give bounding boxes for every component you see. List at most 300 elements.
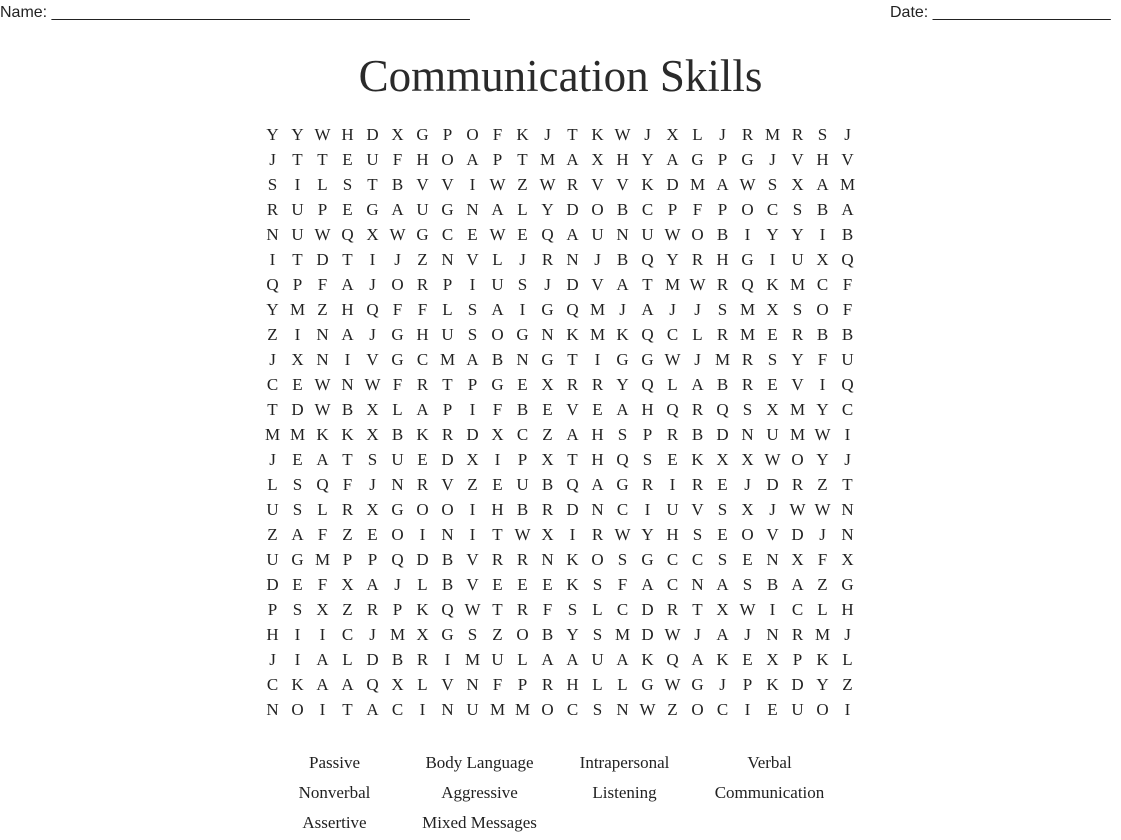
name-field[interactable]: Name: _______________________________________________	[0, 4, 470, 21]
grid-letter[interactable]: S	[792, 200, 803, 219]
grid-letter[interactable]: O	[691, 700, 704, 719]
grid-letter[interactable]: P	[667, 200, 678, 219]
grid-letter[interactable]: U	[416, 200, 429, 219]
grid-letter[interactable]: I	[844, 425, 851, 444]
grid-letter[interactable]: G	[416, 225, 429, 244]
grid-letter[interactable]: C	[666, 325, 679, 344]
grid-letter[interactable]: N	[266, 700, 279, 719]
grid-letter[interactable]: C	[416, 350, 429, 369]
grid-letter[interactable]: G	[641, 350, 654, 369]
grid-letter[interactable]: L	[392, 400, 403, 419]
grid-letter[interactable]: P	[517, 450, 528, 469]
grid-letter[interactable]: R	[441, 425, 454, 444]
grid-letter[interactable]: F	[542, 600, 553, 619]
grid-letter[interactable]: K	[566, 575, 579, 594]
grid-letter[interactable]: H	[416, 150, 429, 169]
grid-letter[interactable]: X	[591, 150, 604, 169]
grid-letter[interactable]: Z	[417, 250, 428, 269]
grid-letter[interactable]: W	[314, 225, 331, 244]
grid-letter[interactable]: C	[566, 700, 579, 719]
grid-letter[interactable]: B	[516, 500, 529, 519]
grid-letter[interactable]: M	[664, 275, 681, 294]
grid-letter[interactable]: A	[341, 675, 354, 694]
grid-letter[interactable]: I	[469, 275, 476, 294]
grid-letter[interactable]: C	[816, 275, 829, 294]
grid-letter[interactable]: E	[717, 525, 728, 544]
grid-letter[interactable]: B	[816, 325, 829, 344]
grid-letter[interactable]: U	[516, 475, 529, 494]
grid-letter[interactable]: A	[716, 625, 729, 644]
grid-letter[interactable]: R	[491, 550, 504, 569]
grid-letter[interactable]: X	[391, 675, 404, 694]
grid-letter[interactable]: A	[691, 650, 704, 669]
grid-letter[interactable]: Y	[766, 225, 779, 244]
grid-letter[interactable]: S	[517, 275, 528, 294]
grid-letter[interactable]: C	[716, 700, 729, 719]
grid-letter[interactable]: A	[366, 700, 379, 719]
grid-letter[interactable]: R	[741, 375, 754, 394]
grid-letter[interactable]: M	[714, 350, 731, 369]
grid-letter[interactable]: P	[442, 125, 453, 144]
grid-letter[interactable]: I	[769, 250, 776, 269]
grid-letter[interactable]: M	[539, 150, 556, 169]
grid-letter[interactable]: R	[666, 425, 679, 444]
grid-letter[interactable]: W	[764, 450, 781, 469]
grid-letter[interactable]: K	[591, 125, 604, 144]
grid-letter[interactable]: T	[292, 150, 303, 169]
grid-letter[interactable]: A	[366, 575, 379, 594]
grid-letter[interactable]: L	[317, 175, 328, 194]
grid-letter[interactable]: S	[692, 525, 703, 544]
grid-letter[interactable]: A	[416, 400, 429, 419]
grid-letter[interactable]: P	[292, 275, 303, 294]
grid-letter[interactable]: M	[839, 175, 856, 194]
grid-letter[interactable]: P	[317, 200, 328, 219]
grid-letter[interactable]: H	[841, 600, 854, 619]
grid-letter[interactable]: N	[616, 700, 629, 719]
grid-letter[interactable]: G	[391, 350, 404, 369]
grid-letter[interactable]: J	[744, 625, 751, 644]
grid-letter[interactable]: U	[466, 700, 479, 719]
grid-letter[interactable]: Y	[791, 350, 804, 369]
grid-letter[interactable]: C	[266, 675, 279, 694]
grid-letter[interactable]: R	[691, 475, 704, 494]
grid-letter[interactable]: M	[689, 175, 706, 194]
grid-letter[interactable]: V	[466, 550, 479, 569]
grid-letter[interactable]: O	[741, 200, 754, 219]
grid-letter[interactable]: Q	[566, 475, 579, 494]
grid-letter[interactable]: D	[316, 250, 329, 269]
grid-letter[interactable]: C	[616, 600, 629, 619]
grid-letter[interactable]: R	[341, 500, 354, 519]
grid-letter[interactable]: T	[492, 525, 503, 544]
grid-letter[interactable]: R	[416, 275, 429, 294]
grid-letter[interactable]: A	[716, 175, 729, 194]
grid-letter[interactable]: W	[314, 400, 331, 419]
grid-letter[interactable]: A	[466, 350, 479, 369]
grid-letter[interactable]: Y	[616, 375, 629, 394]
grid-letter[interactable]: Z	[467, 475, 478, 494]
grid-letter[interactable]: R	[716, 325, 729, 344]
grid-letter[interactable]: E	[717, 475, 728, 494]
grid-letter[interactable]: O	[816, 300, 829, 319]
grid-letter[interactable]: L	[817, 600, 828, 619]
grid-letter[interactable]: U	[591, 225, 604, 244]
grid-letter[interactable]: T	[342, 700, 353, 719]
grid-letter[interactable]: D	[791, 525, 804, 544]
grid-letter[interactable]: D	[466, 425, 479, 444]
grid-letter[interactable]: N	[541, 325, 554, 344]
grid-letter[interactable]: V	[616, 175, 629, 194]
grid-letter[interactable]: H	[341, 300, 354, 319]
grid-letter[interactable]: I	[344, 350, 351, 369]
grid-letter[interactable]: L	[617, 675, 628, 694]
grid-letter[interactable]: A	[791, 575, 804, 594]
grid-letter[interactable]: N	[441, 700, 454, 719]
grid-letter[interactable]: R	[416, 475, 429, 494]
grid-letter[interactable]: M	[814, 625, 831, 644]
grid-letter[interactable]: K	[766, 275, 779, 294]
grid-letter[interactable]: Z	[817, 575, 828, 594]
grid-letter[interactable]: D	[366, 125, 379, 144]
grid-letter[interactable]: M	[739, 325, 756, 344]
grid-letter[interactable]: R	[516, 600, 529, 619]
grid-letter[interactable]: J	[819, 525, 826, 544]
grid-letter[interactable]: P	[742, 675, 753, 694]
date-field[interactable]: Date: ____________________	[890, 4, 1111, 21]
grid-letter[interactable]: F	[317, 525, 328, 544]
grid-letter[interactable]: Q	[366, 675, 379, 694]
grid-letter[interactable]: L	[667, 375, 678, 394]
grid-letter[interactable]: Y	[791, 225, 804, 244]
grid-letter[interactable]: M	[789, 400, 806, 419]
grid-letter[interactable]: I	[744, 700, 751, 719]
grid-letter[interactable]: R	[566, 375, 579, 394]
grid-letter[interactable]: J	[744, 475, 751, 494]
grid-letter[interactable]: I	[319, 700, 326, 719]
grid-letter[interactable]: K	[566, 325, 579, 344]
grid-letter[interactable]: T	[842, 475, 853, 494]
grid-letter[interactable]: N	[616, 225, 629, 244]
grid-letter[interactable]: N	[441, 250, 454, 269]
grid-letter[interactable]: Y	[816, 675, 829, 694]
grid-letter[interactable]: J	[844, 450, 851, 469]
grid-letter[interactable]: U	[591, 650, 604, 669]
grid-letter[interactable]: V	[691, 500, 704, 519]
grid-letter[interactable]: X	[666, 125, 679, 144]
grid-letter[interactable]: L	[417, 575, 428, 594]
grid-letter[interactable]: M	[614, 625, 631, 644]
grid-letter[interactable]: P	[342, 550, 353, 569]
grid-letter[interactable]: R	[716, 275, 729, 294]
grid-letter[interactable]: X	[841, 550, 854, 569]
grid-letter[interactable]: L	[317, 500, 328, 519]
grid-letter[interactable]: B	[391, 650, 404, 669]
grid-letter[interactable]: X	[491, 425, 504, 444]
grid-letter[interactable]: S	[467, 325, 478, 344]
grid-letter[interactable]: G	[841, 575, 854, 594]
grid-letter[interactable]: U	[491, 275, 504, 294]
grid-letter[interactable]: I	[469, 175, 476, 194]
grid-letter[interactable]: U	[766, 425, 779, 444]
grid-letter[interactable]: I	[819, 225, 826, 244]
grid-letter[interactable]: B	[491, 350, 504, 369]
grid-letter[interactable]: E	[292, 375, 303, 394]
grid-letter[interactable]: I	[319, 625, 326, 644]
grid-letter[interactable]: S	[267, 175, 278, 194]
grid-letter[interactable]: D	[791, 675, 804, 694]
grid-letter[interactable]: T	[692, 600, 703, 619]
grid-letter[interactable]: F	[317, 275, 328, 294]
grid-letter[interactable]: S	[742, 400, 753, 419]
grid-letter[interactable]: Y	[816, 450, 829, 469]
grid-letter[interactable]: V	[791, 150, 804, 169]
grid-letter[interactable]: G	[516, 325, 529, 344]
grid-letter[interactable]: N	[466, 200, 479, 219]
grid-letter[interactable]: J	[269, 350, 276, 369]
grid-letter[interactable]: L	[442, 300, 453, 319]
grid-letter[interactable]: I	[294, 650, 301, 669]
grid-letter[interactable]: S	[592, 700, 603, 719]
grid-letter[interactable]: T	[342, 250, 353, 269]
grid-letter[interactable]: J	[544, 275, 551, 294]
grid-letter[interactable]: C	[616, 500, 629, 519]
grid-letter[interactable]: M	[789, 275, 806, 294]
grid-letter[interactable]: I	[594, 350, 601, 369]
grid-letter[interactable]: B	[441, 550, 454, 569]
grid-letter[interactable]: Q	[566, 300, 579, 319]
grid-letter[interactable]: G	[416, 125, 429, 144]
grid-letter[interactable]: V	[566, 400, 579, 419]
grid-letter[interactable]: K	[816, 650, 829, 669]
grid-letter[interactable]: X	[541, 525, 554, 544]
grid-letter[interactable]: N	[466, 675, 479, 694]
grid-letter[interactable]: V	[441, 475, 454, 494]
grid-letter[interactable]: U	[266, 500, 279, 519]
grid-letter[interactable]: Y	[816, 400, 829, 419]
grid-letter[interactable]: B	[716, 225, 729, 244]
grid-letter[interactable]: A	[616, 650, 629, 669]
grid-letter[interactable]: Z	[342, 600, 353, 619]
grid-letter[interactable]: L	[342, 650, 353, 669]
grid-letter[interactable]: V	[591, 175, 604, 194]
grid-letter[interactable]: X	[716, 450, 729, 469]
grid-letter[interactable]: I	[644, 500, 651, 519]
grid-letter[interactable]: B	[816, 200, 829, 219]
grid-letter[interactable]: S	[292, 500, 303, 519]
grid-letter[interactable]: I	[294, 325, 301, 344]
grid-letter[interactable]: N	[691, 575, 704, 594]
grid-letter[interactable]: W	[539, 175, 556, 194]
grid-letter[interactable]: W	[739, 600, 756, 619]
grid-letter[interactable]: D	[566, 275, 579, 294]
grid-letter[interactable]: K	[766, 675, 779, 694]
grid-letter[interactable]: E	[342, 200, 353, 219]
grid-letter[interactable]: W	[664, 675, 681, 694]
grid-letter[interactable]: X	[791, 550, 804, 569]
grid-letter[interactable]: G	[491, 375, 504, 394]
grid-letter[interactable]: H	[616, 150, 629, 169]
grid-letter[interactable]: O	[791, 450, 804, 469]
grid-letter[interactable]: F	[317, 575, 328, 594]
grid-letter[interactable]: E	[767, 375, 778, 394]
grid-letter[interactable]: N	[316, 350, 329, 369]
grid-letter[interactable]: A	[341, 275, 354, 294]
grid-letter[interactable]: W	[314, 125, 331, 144]
grid-letter[interactable]: T	[642, 275, 653, 294]
grid-letter[interactable]: M	[264, 425, 281, 444]
grid-letter[interactable]: P	[642, 425, 653, 444]
grid-letter[interactable]: N	[591, 500, 604, 519]
grid-letter[interactable]: V	[366, 350, 379, 369]
grid-letter[interactable]: Y	[566, 625, 579, 644]
grid-letter[interactable]: G	[691, 675, 704, 694]
grid-letter[interactable]: F	[342, 475, 353, 494]
grid-letter[interactable]: S	[567, 600, 578, 619]
grid-letter[interactable]: C	[666, 550, 679, 569]
grid-letter[interactable]: F	[817, 550, 828, 569]
grid-letter[interactable]: P	[442, 400, 453, 419]
grid-letter[interactable]: Z	[817, 475, 828, 494]
grid-letter[interactable]: D	[566, 500, 579, 519]
grid-letter[interactable]: Z	[542, 425, 553, 444]
grid-letter[interactable]: N	[541, 550, 554, 569]
grid-letter[interactable]: R	[591, 525, 604, 544]
grid-letter[interactable]: W	[814, 500, 831, 519]
grid-letter[interactable]: M	[589, 325, 606, 344]
grid-letter[interactable]: D	[641, 600, 654, 619]
grid-letter[interactable]: G	[641, 550, 654, 569]
grid-letter[interactable]: W	[689, 275, 706, 294]
grid-letter[interactable]: P	[442, 275, 453, 294]
grid-letter[interactable]: V	[791, 375, 804, 394]
grid-letter[interactable]: Q	[641, 325, 654, 344]
grid-letter[interactable]: Z	[842, 675, 853, 694]
grid-letter[interactable]: X	[316, 600, 329, 619]
grid-letter[interactable]: W	[614, 125, 631, 144]
grid-letter[interactable]: U	[291, 200, 304, 219]
grid-letter[interactable]: I	[469, 400, 476, 419]
grid-letter[interactable]: B	[616, 250, 629, 269]
grid-letter[interactable]: O	[291, 700, 304, 719]
grid-letter[interactable]: W	[814, 425, 831, 444]
grid-letter[interactable]: E	[742, 550, 753, 569]
grid-letter[interactable]: G	[741, 250, 754, 269]
grid-letter[interactable]: S	[767, 350, 778, 369]
grid-letter[interactable]: G	[541, 300, 554, 319]
grid-letter[interactable]: B	[391, 175, 404, 194]
grid-letter[interactable]: J	[369, 325, 376, 344]
grid-letter[interactable]: Q	[366, 300, 379, 319]
grid-letter[interactable]: Q	[391, 550, 404, 569]
grid-letter[interactable]: Y	[666, 250, 679, 269]
grid-letter[interactable]: Z	[267, 525, 278, 544]
grid-letter[interactable]: W	[389, 225, 406, 244]
grid-letter[interactable]: C	[516, 425, 529, 444]
grid-letter[interactable]: X	[416, 625, 429, 644]
grid-letter[interactable]: R	[691, 250, 704, 269]
grid-letter[interactable]: M	[789, 425, 806, 444]
grid-letter[interactable]: A	[566, 650, 579, 669]
grid-letter[interactable]: N	[391, 475, 404, 494]
grid-letter[interactable]: K	[566, 550, 579, 569]
grid-letter[interactable]: W	[464, 600, 481, 619]
grid-letter[interactable]: F	[492, 675, 503, 694]
grid-letter[interactable]: I	[569, 525, 576, 544]
grid-letter[interactable]: U	[291, 225, 304, 244]
grid-letter[interactable]: E	[592, 400, 603, 419]
grid-letter[interactable]: G	[616, 475, 629, 494]
grid-letter[interactable]: K	[291, 675, 304, 694]
grid-letter[interactable]: A	[541, 650, 554, 669]
grid-letter[interactable]: I	[844, 700, 851, 719]
grid-letter[interactable]: E	[542, 575, 553, 594]
grid-letter[interactable]: J	[619, 300, 626, 319]
grid-letter[interactable]: E	[342, 150, 353, 169]
grid-letter[interactable]: V	[441, 675, 454, 694]
grid-letter[interactable]: J	[669, 300, 676, 319]
grid-letter[interactable]: E	[417, 450, 428, 469]
grid-letter[interactable]: U	[491, 650, 504, 669]
grid-letter[interactable]: J	[594, 250, 601, 269]
grid-letter[interactable]: H	[816, 150, 829, 169]
grid-letter[interactable]: J	[269, 650, 276, 669]
grid-letter[interactable]: H	[491, 500, 504, 519]
grid-letter[interactable]: A	[316, 675, 329, 694]
grid-letter[interactable]: K	[341, 425, 354, 444]
grid-letter[interactable]: Z	[667, 700, 678, 719]
grid-letter[interactable]: K	[616, 325, 629, 344]
grid-letter[interactable]: F	[492, 400, 503, 419]
grid-letter[interactable]: O	[441, 150, 454, 169]
grid-letter[interactable]: E	[292, 450, 303, 469]
grid-letter[interactable]: A	[691, 375, 704, 394]
grid-letter[interactable]: S	[717, 300, 728, 319]
grid-letter[interactable]: X	[741, 450, 754, 469]
grid-letter[interactable]: C	[841, 400, 854, 419]
grid-letter[interactable]: Q	[841, 375, 854, 394]
grid-letter[interactable]: X	[716, 600, 729, 619]
grid-letter[interactable]: V	[441, 175, 454, 194]
grid-letter[interactable]: F	[842, 300, 853, 319]
grid-letter[interactable]: T	[567, 125, 578, 144]
grid-letter[interactable]: E	[467, 225, 478, 244]
grid-letter[interactable]: T	[517, 150, 528, 169]
grid-letter[interactable]: A	[566, 225, 579, 244]
grid-letter[interactable]: I	[469, 525, 476, 544]
grid-letter[interactable]: E	[767, 325, 778, 344]
grid-letter[interactable]: O	[591, 550, 604, 569]
grid-letter[interactable]: J	[769, 500, 776, 519]
grid-letter[interactable]: G	[391, 500, 404, 519]
grid-letter[interactable]: A	[391, 200, 404, 219]
grid-letter[interactable]: O	[516, 625, 529, 644]
grid-letter[interactable]: F	[492, 125, 503, 144]
grid-letter[interactable]: I	[769, 600, 776, 619]
grid-letter[interactable]: O	[416, 500, 429, 519]
grid-letter[interactable]: S	[617, 550, 628, 569]
grid-letter[interactable]: P	[717, 150, 728, 169]
grid-letter[interactable]: C	[691, 550, 704, 569]
grid-letter[interactable]: A	[316, 650, 329, 669]
grid-letter[interactable]: Q	[441, 600, 454, 619]
grid-letter[interactable]: O	[491, 325, 504, 344]
grid-letter[interactable]: K	[416, 425, 429, 444]
grid-letter[interactable]: A	[316, 450, 329, 469]
grid-letter[interactable]: W	[664, 225, 681, 244]
grid-letter[interactable]: V	[466, 575, 479, 594]
grid-letter[interactable]: A	[566, 425, 579, 444]
